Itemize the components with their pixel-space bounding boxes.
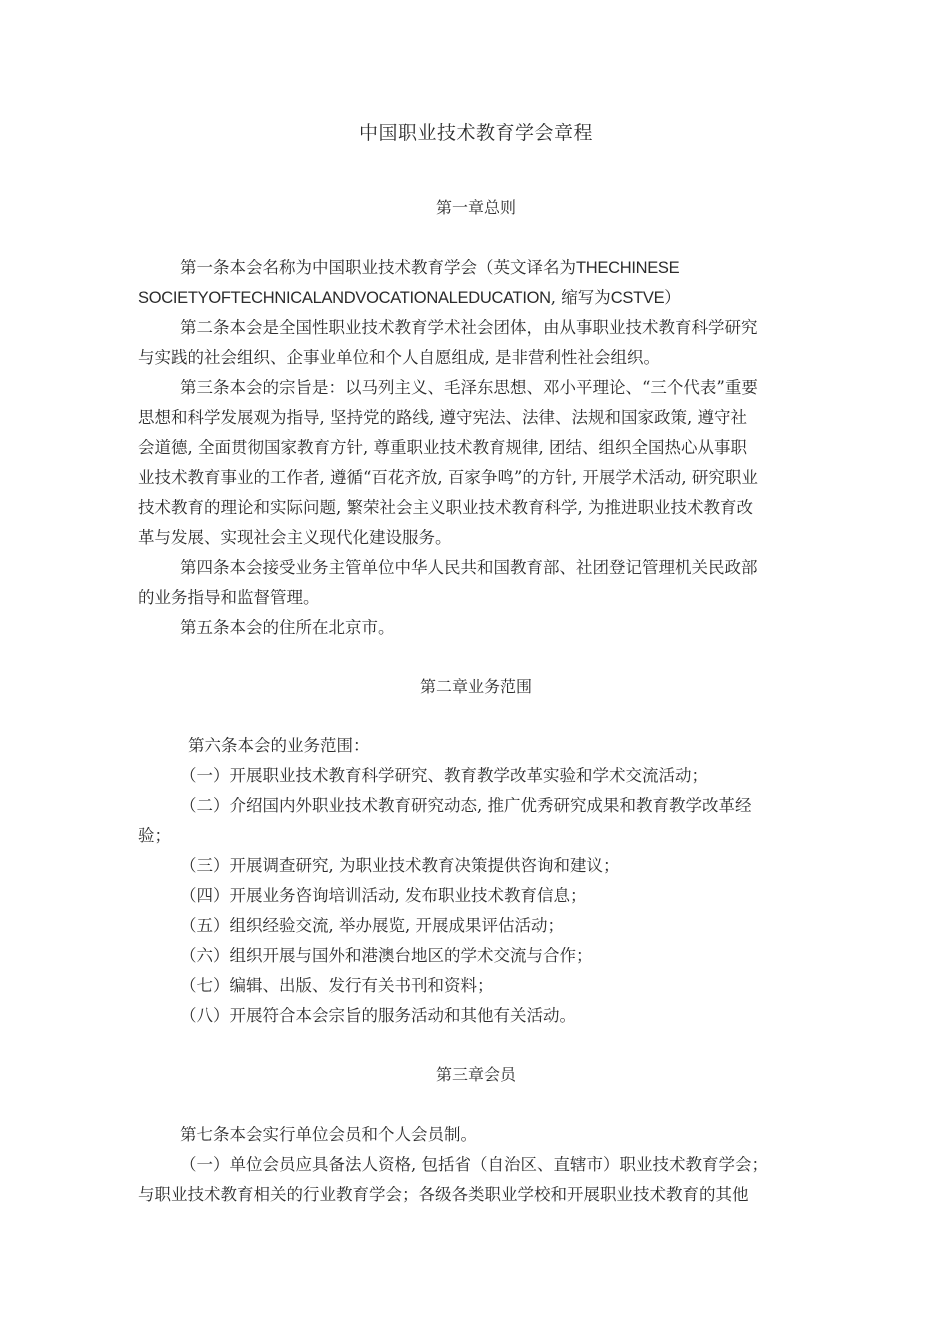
article-3-line-2: 思想和科学发展观为指导, 坚持党的路线, 遵守宪法、法律、法规和国家政策, 遵守社 [138,408,747,427]
article-7-line-2: （一）单位会员应具备法人资格, 包括省（自治区、直辖市）职业技术教育学会； [180,1155,768,1174]
article-6-item-4: （四）开展业务咨询培训活动, 发布职业技术教育信息； [180,886,587,905]
article-2-line-2: 与实践的社会组织、企事业单位和个人自愿组成, 是非营利性社会组织。 [138,348,660,367]
article-1-english-name-part-2: SOCIETYOFTECHNICALANDVOCATIONALEDUCATION [138,289,551,307]
article-4-line-2: 的业务指导和监督管理。 [138,588,320,607]
article-1-english-name-part-1: THECHINESE [576,259,680,277]
document-title: 中国职业技术教育学会章程 [358,122,593,144]
article-7-line-3: 与职业技术教育相关的行业教育学会；各级各类职业学校和开展职业技术教育的其他 [138,1185,749,1204]
chapter-3-heading: 第三章会员 [435,1065,516,1084]
article-5: 第五条本会的住所在北京市。 [180,618,395,637]
article-3-line-3: 会道德, 全面贯彻国家教育方针, 尊重职业技术教育规律, 团结、组织全国热心从事职 [138,438,747,457]
article-4-line-1: 第四条本会接受业务主管单位中华人民共和国教育部、社团登记管理机关民政部 [180,558,758,577]
article-6-item-7: （七）编辑、出版、发行有关书刊和资料； [180,976,494,995]
article-3-line-5: 技术教育的理论和实际问题, 繁荣社会主义职业技术教育科学, 为推进职业技术教育改 [138,498,753,517]
article-1-abbreviation: CSTVE [610,289,665,307]
article-1-text: 第一条本会名称为中国职业技术教育学会（英文译名为 [180,258,576,277]
article-6-item-2-cont: 验； [138,826,171,845]
article-6-item-3: （三）开展调查研究, 为职业技术教育决策提供咨询和建议； [180,856,620,875]
article-3-line-4: 业技术教育事业的工作者, 遵循“百花齐放, 百家争鸣”的方针, 开展学术活动, 研究职业 [138,468,758,487]
article-6-intro: 第六条本会的业务范围： [188,736,370,755]
chapter-2-heading: 第二章业务范围 [419,677,532,696]
article-6-item-2: （二）介绍国内外职业技术教育研究动态, 推广优秀研究成果和教育教学改革经 [180,796,752,815]
article-6-item-6: （六）组织开展与国外和港澳台地区的学术交流与合作； [180,946,593,965]
article-7-line-1: 第七条本会实行单位会员和个人会员制。 [180,1125,477,1144]
article-6-item-8: （八）开展符合本会宗旨的服务活动和其他有关活动。 [180,1006,576,1025]
article-3-line-1: 第三条本会的宗旨是：以马列主义、毛泽东思想、邓小平理论、“三个代表”重要 [180,378,758,397]
article-6-item-1: （一）开展职业技术教育科学研究、教育教学改革实验和学术交流活动； [180,766,708,785]
article-1-abbr-label: , 缩写为 [550,288,611,307]
article-1-close: ） [664,288,681,307]
article-6-item-5: （五）组织经验交流, 举办展览, 开展成果评估活动； [180,916,564,935]
chapter-1-heading: 第一章总则 [435,198,516,217]
article-2-line-1: 第二条本会是全国性职业技术教育学术社会团体，由从事职业技术教育科学研究 [180,318,758,337]
article-1-line-2 [138,287,681,309]
article-1-line-1 [180,257,679,279]
article-3-line-6: 革与发展、实现社会主义现代化建设服务。 [138,528,452,547]
